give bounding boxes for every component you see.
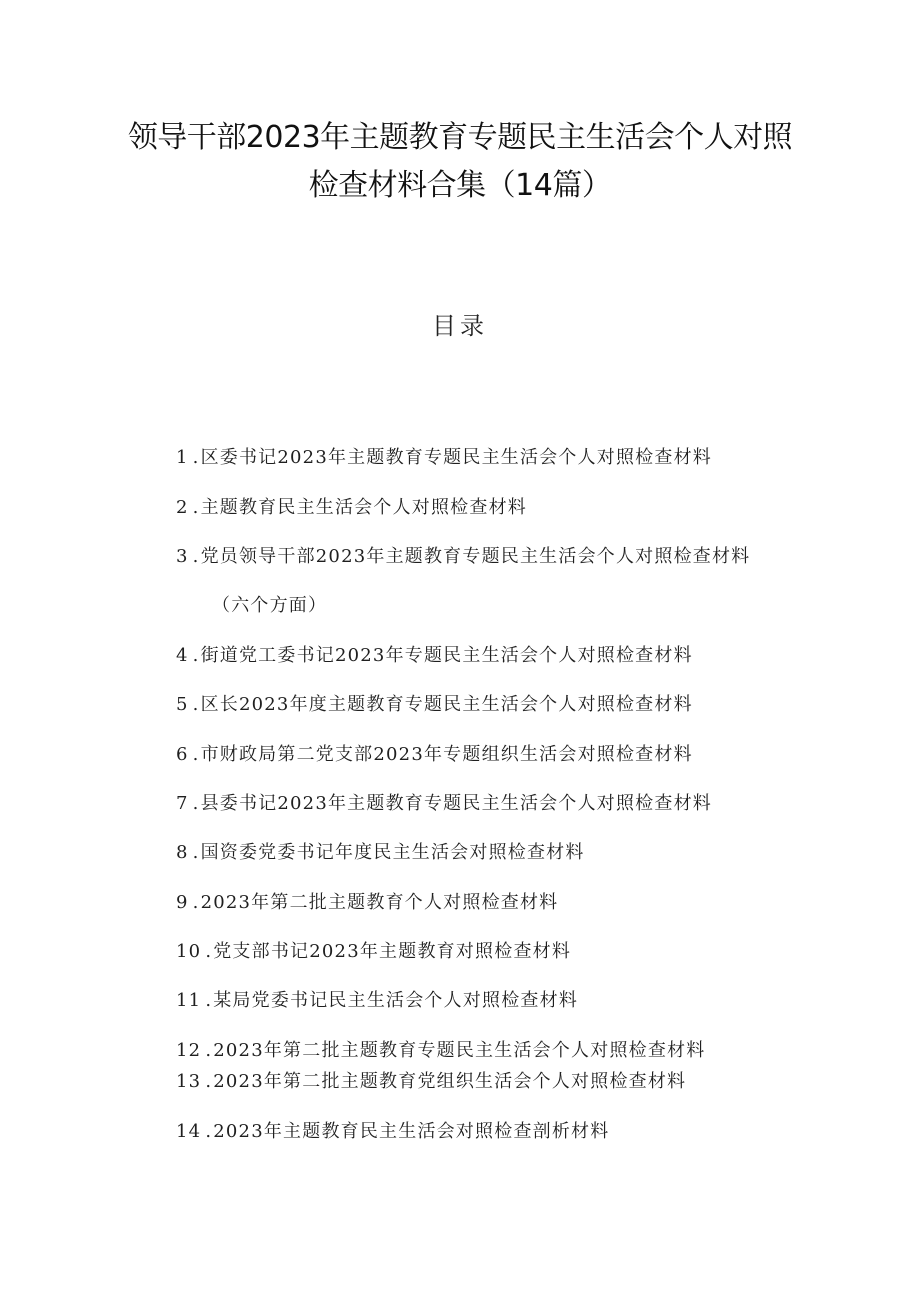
document-title-line-1: 领导干部2023年主题教育专题民主生活会个人对照 xyxy=(127,120,793,155)
toc-item-9[interactable] xyxy=(176,888,558,914)
toc-item-text: 区长2023年度主题教育专题民主生活会个人对照检查材料 xyxy=(200,694,693,715)
toc-item-4[interactable] xyxy=(176,641,693,667)
toc-item-separator: . xyxy=(192,842,200,863)
toc-item-text: 2023年第二批主题教育党组织生活会个人对照检查材料 xyxy=(213,1071,687,1092)
toc-item-separator: . xyxy=(192,645,200,666)
toc-item-10[interactable] xyxy=(176,937,571,963)
toc-item-number: 4 xyxy=(176,645,189,666)
toc-item-number: 9 xyxy=(176,892,189,913)
toc-item-7[interactable] xyxy=(176,789,712,815)
toc-heading: 目录 xyxy=(432,312,488,340)
toc-item-number: 8 xyxy=(176,842,189,863)
toc-item-number: 7 xyxy=(176,793,189,814)
toc-item-number: 13 xyxy=(176,1071,202,1092)
toc-item-13[interactable] xyxy=(176,1067,686,1093)
toc-item-separator: . xyxy=(205,990,213,1011)
toc-item-number: 14 xyxy=(176,1121,202,1142)
toc-item-14[interactable] xyxy=(176,1117,609,1143)
toc-item-text: 党支部书记2023年主题教育对照检查材料 xyxy=(213,941,572,962)
toc-item-1[interactable] xyxy=(176,443,712,469)
toc-item-separator: . xyxy=(192,744,200,765)
toc-item-number: 12 xyxy=(176,1040,202,1061)
toc-item-separator: . xyxy=(205,941,213,962)
toc-item-separator: . xyxy=(192,497,200,518)
toc-item-6[interactable] xyxy=(176,740,693,766)
toc-item-separator: . xyxy=(192,694,200,715)
toc-item-number: 5 xyxy=(176,694,189,715)
toc-item-3-continuation: （六个方面） xyxy=(212,595,328,616)
toc-item-number: 1 xyxy=(176,447,189,468)
toc-item-text: 某局党委书记民主生活会个人对照检查材料 xyxy=(213,990,579,1011)
toc-item-separator: . xyxy=(205,1071,213,1092)
toc-item-text: 县委书记2023年主题教育专题民主生活会个人对照检查材料 xyxy=(200,793,712,814)
toc-item-number: 10 xyxy=(176,941,202,962)
toc-item-text: 市财政局第二党支部2023年专题组织生活会对照检查材料 xyxy=(200,744,693,765)
toc-item-11[interactable] xyxy=(176,986,578,1012)
toc-item-3[interactable] xyxy=(176,542,750,568)
document-title-line-2: 检查材料合集（14篇） xyxy=(308,168,612,203)
toc-item-text: 2023年主题教育民主生活会对照检查剖析材料 xyxy=(213,1121,610,1142)
toc-item-text: 街道党工委书记2023年专题民主生活会个人对照检查材料 xyxy=(200,645,693,666)
toc-item-separator: . xyxy=(205,1040,213,1061)
toc-item-number: 2 xyxy=(176,497,189,518)
toc-item-number: 11 xyxy=(176,990,202,1011)
toc-item-separator: . xyxy=(192,793,200,814)
toc-item-8[interactable] xyxy=(176,838,585,864)
toc-item-separator: . xyxy=(205,1121,213,1142)
toc-item-2[interactable] xyxy=(176,493,527,519)
toc-item-text: 国资委党委书记年度民主生活会对照检查材料 xyxy=(200,842,585,863)
toc-item-separator: . xyxy=(192,892,200,913)
toc-item-text: 2023年第二批主题教育专题民主生活会个人对照检查材料 xyxy=(213,1040,706,1061)
toc-item-separator: . xyxy=(192,447,200,468)
toc-item-number: 6 xyxy=(176,744,189,765)
toc-item-number: 3 xyxy=(176,546,189,567)
toc-item-5[interactable] xyxy=(176,690,693,716)
toc-item-12[interactable] xyxy=(176,1036,705,1062)
toc-item-text: 区委书记2023年主题教育专题民主生活会个人对照检查材料 xyxy=(200,447,712,468)
toc-item-text: 主题教育民主生活会个人对照检查材料 xyxy=(200,497,527,518)
toc-item-text: 党员领导干部2023年主题教育专题民主生活会个人对照检查材料 xyxy=(200,546,751,567)
toc-item-separator: . xyxy=(192,546,200,567)
toc-item-text: 2023年第二批主题教育个人对照检查材料 xyxy=(200,892,559,913)
